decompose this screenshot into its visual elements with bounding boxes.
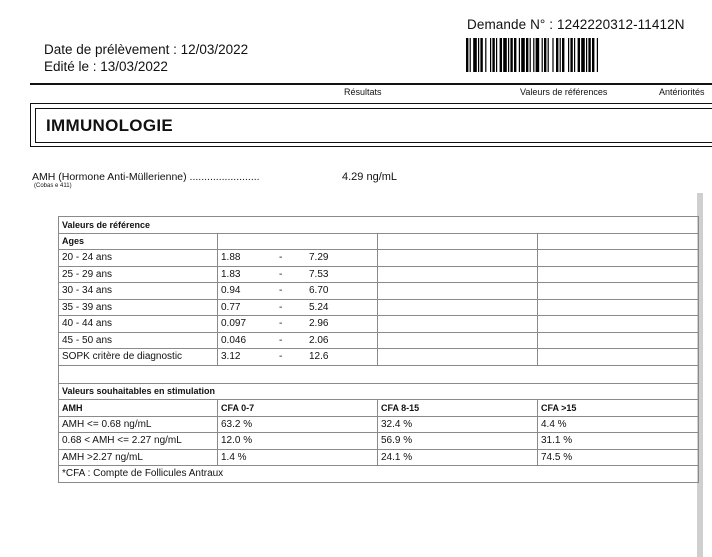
- stim-cell: 0.68 < AMH <= 2.27 ng/mL: [59, 433, 218, 450]
- ref-range: [218, 266, 378, 283]
- ref-age-label: 40 - 44 ans: [59, 316, 218, 333]
- table-row: [59, 449, 699, 466]
- ref-range-dash: -: [279, 351, 283, 363]
- date-prelevement: Date de prélèvement : 12/03/2022: [44, 42, 249, 57]
- ref-age-label: 45 - 50 ans: [59, 332, 218, 349]
- column-anteriorites: Antériorités: [659, 87, 705, 97]
- ref-range-high: 7.53: [309, 268, 329, 280]
- ref-title: Valeurs de référence: [59, 217, 699, 234]
- barcode: [466, 38, 638, 72]
- ref-range-dash: -: [279, 301, 283, 313]
- stim-header-amh: AMH: [59, 400, 218, 417]
- ref-age-label: SOPK critère de diagnostic: [59, 349, 218, 366]
- stim-cell: 56.9 %: [378, 433, 538, 450]
- column-resultats: Résultats: [344, 87, 382, 97]
- column-valeurs-references: Valeurs de références: [520, 87, 608, 97]
- table-row: [59, 299, 699, 316]
- reference-table: [58, 216, 699, 483]
- section-title: IMMUNOLOGIE: [46, 116, 174, 135]
- stim-header-cfa-8-15: CFA 8-15: [378, 400, 538, 417]
- ref-range-low: 1.83: [221, 268, 241, 280]
- date-edition: Edité le : 13/03/2022: [44, 59, 168, 74]
- ref-range: [218, 332, 378, 349]
- ref-range: [218, 250, 378, 267]
- stim-header-cfa-0-7: CFA 0-7: [218, 400, 378, 417]
- table-row: [59, 349, 699, 366]
- stim-cell: AMH >2.27 ng/mL: [59, 449, 218, 466]
- ref-age-label: 25 - 29 ans: [59, 266, 218, 283]
- ref-range: [218, 316, 378, 333]
- ref-range: [218, 299, 378, 316]
- stim-footnote: *CFA : Compte de Follicules Antraux: [59, 466, 699, 483]
- analyte-result: 4.29 ng/mL: [342, 171, 398, 183]
- ref-range: [218, 283, 378, 300]
- analyte-method: (Cobas e 411): [34, 183, 72, 189]
- ref-range-high: 6.70: [309, 285, 329, 297]
- ref-range-high: 7.29: [309, 252, 329, 264]
- ages-header: Ages: [59, 233, 218, 250]
- stim-cell: 4.4 %: [538, 416, 699, 433]
- ref-range-dash: -: [279, 334, 283, 346]
- stim-cell: 32.4 %: [378, 416, 538, 433]
- ref-range-dash: -: [279, 252, 283, 264]
- ref-range: [218, 349, 378, 366]
- stim-cell: 63.2 %: [218, 416, 378, 433]
- table-row: [59, 266, 699, 283]
- ref-range-low: 0.046: [221, 334, 247, 346]
- dates-block: [44, 41, 248, 75]
- analyte-name: AMH (Hormone Anti-Müllerienne) ........................: [32, 171, 260, 183]
- ref-range-dash: -: [279, 318, 283, 330]
- table-row: [59, 433, 699, 450]
- ref-range-dash: -: [279, 268, 283, 280]
- table-row: [59, 466, 699, 483]
- ref-range-high: 12.6: [309, 351, 329, 363]
- table-row: [59, 400, 699, 417]
- stim-cell: 31.1 %: [538, 433, 699, 450]
- ref-age-label: 20 - 24 ans: [59, 250, 218, 267]
- ref-range-dash: -: [279, 285, 283, 297]
- header-divider: [30, 83, 712, 85]
- ref-age-label: 30 - 34 ans: [59, 283, 218, 300]
- ref-range-low: 0.94: [221, 285, 241, 297]
- table-row: [59, 416, 699, 433]
- stim-cell: 24.1 %: [378, 449, 538, 466]
- table-row: [59, 316, 699, 333]
- table-row: [59, 365, 699, 383]
- ref-range-high: 2.06: [309, 334, 329, 346]
- ref-range-low: 0.097: [221, 318, 247, 330]
- stim-cell: 1.4 %: [218, 449, 378, 466]
- stim-cell: AMH <= 0.68 ng/mL: [59, 416, 218, 433]
- ref-age-label: 35 - 39 ans: [59, 299, 218, 316]
- ref-range-high: 2.96: [309, 318, 329, 330]
- demande-number: Demande N° : 1242220312-11412N: [467, 17, 685, 32]
- ref-range-low: 0.77: [221, 301, 241, 313]
- stim-title: Valeurs souhaitables en stimulation: [59, 383, 699, 400]
- table-row: [59, 250, 699, 267]
- stim-cell: 74.5 %: [538, 449, 699, 466]
- stim-header-cfa-15: CFA >15: [538, 400, 699, 417]
- table-row: [59, 383, 699, 400]
- table-row: [59, 217, 699, 234]
- ref-range-low: 3.12: [221, 351, 241, 363]
- table-row: [59, 233, 699, 250]
- ref-range-high: 5.24: [309, 301, 329, 313]
- table-row: [59, 283, 699, 300]
- stim-cell: 12.0 %: [218, 433, 378, 450]
- table-row: [59, 332, 699, 349]
- ref-range-low: 1.88: [221, 252, 241, 264]
